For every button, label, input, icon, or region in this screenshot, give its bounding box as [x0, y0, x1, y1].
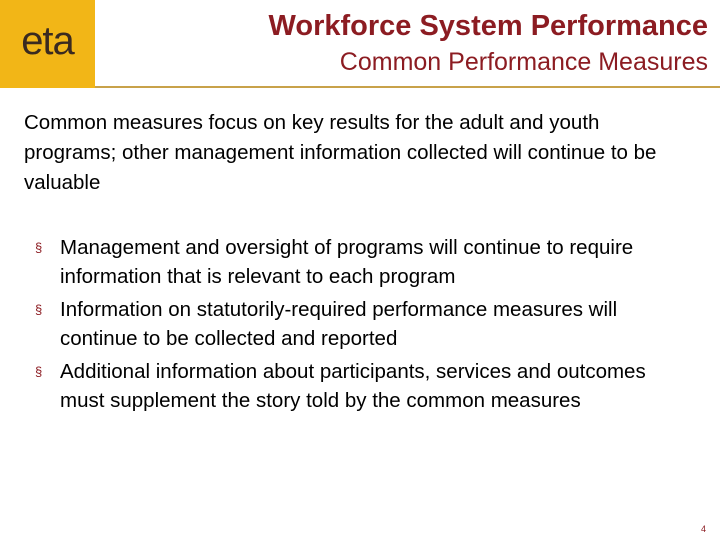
eta-logo [0, 0, 95, 88]
intro-paragraph: Common measures focus on key results for the adult and youth programs; other management information collected will continue to be valuable [24, 111, 657, 194]
bullet-text: Management and oversight of programs will continue to require information that is relevant to each program [60, 236, 634, 288]
bullet-marker-icon: § [35, 364, 43, 379]
logo-text: eta [21, 18, 74, 63]
slide-title: Workforce System Performance [268, 10, 708, 42]
page-number: 4 [700, 524, 706, 534]
bullet-marker-icon: § [35, 240, 43, 255]
list-item [35, 357, 675, 415]
bullet-marker-icon: § [35, 302, 43, 317]
list-item [35, 233, 675, 291]
bullet-list [35, 233, 675, 419]
slide-subtitle: Common Performance Measures [339, 48, 708, 76]
bullet-text: Information on statutorily-required performance measures will continue to be collected and reported [60, 298, 618, 350]
list-item [35, 295, 675, 353]
bullet-text: Additional information about participants, services and outcomes must supplement the story told by the common measures [60, 360, 646, 412]
header-divider [95, 86, 720, 88]
